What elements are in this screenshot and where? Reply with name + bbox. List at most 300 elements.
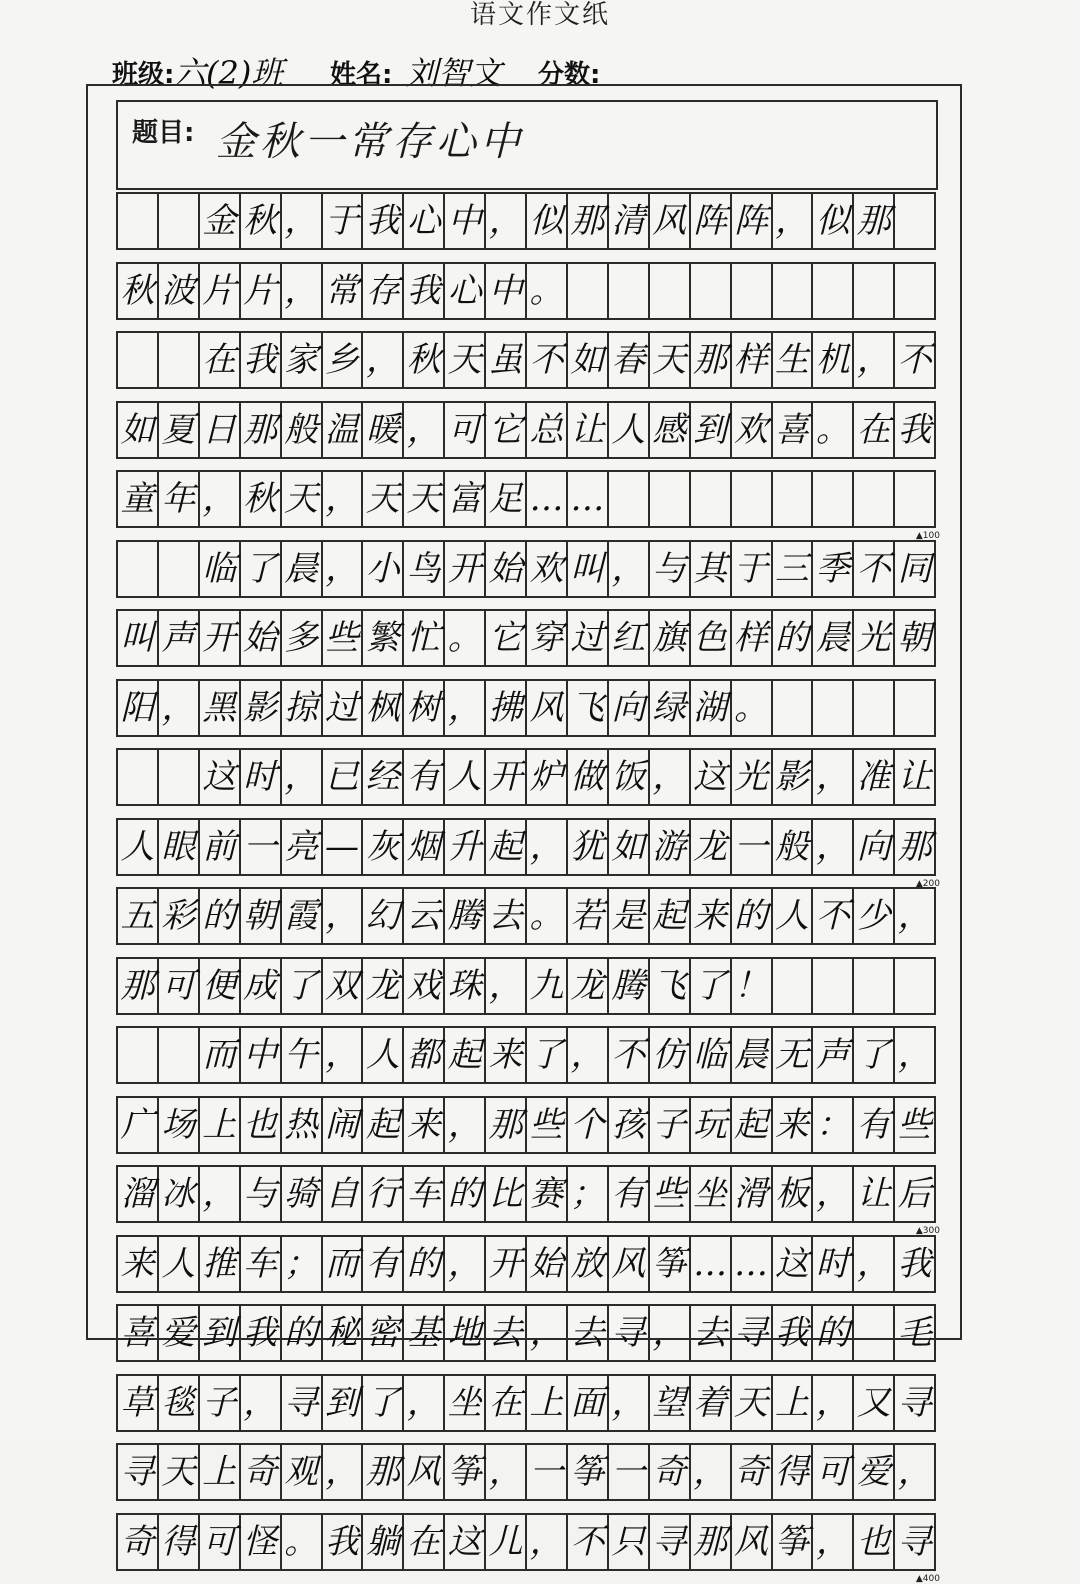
grid-cell: ， — [323, 472, 364, 526]
grid-cell — [895, 194, 936, 248]
grid-cell: 那 — [241, 403, 282, 457]
grid-cell: 天 — [363, 472, 404, 526]
grid-cell: … — [691, 1237, 732, 1291]
grid-cell: 毛 — [895, 1306, 936, 1360]
grid-cell: 我 — [895, 1237, 936, 1291]
grid-cell: 叫 — [118, 611, 159, 665]
grid-cell: 毯 — [159, 1376, 200, 1430]
grid-row — [116, 679, 936, 737]
grid-cell: 多 — [282, 611, 323, 665]
grid-cell: 似 — [813, 194, 854, 248]
grid-cell: 奇 — [732, 1445, 773, 1499]
grid-cell: 午 — [282, 1028, 323, 1082]
grid-cell: 热 — [282, 1098, 323, 1152]
grid-cell — [691, 472, 732, 526]
grid-cell: ， — [609, 542, 650, 596]
grid-cell: 只 — [609, 1515, 650, 1569]
grid-cell — [118, 333, 159, 387]
grid-cell: 叫 — [568, 542, 609, 596]
grid-cell: 游 — [650, 820, 691, 874]
grid-cell: 去 — [691, 1306, 732, 1360]
grid-cell: 躺 — [363, 1515, 404, 1569]
grid-cell: 不 — [609, 1028, 650, 1082]
grid-cell: 忙 — [404, 611, 445, 665]
grid-cell: 有 — [609, 1167, 650, 1221]
grid-cell: 开 — [486, 750, 527, 804]
grid-cell: ， — [282, 264, 323, 318]
grid-cell: 可 — [159, 959, 200, 1013]
grid-cell — [159, 1028, 200, 1082]
grid-row — [116, 1513, 940, 1584]
grid-cell: 那 — [691, 1515, 732, 1569]
writing-grid — [116, 192, 940, 1584]
grid-cell: 少 — [854, 889, 895, 943]
grid-cell: 一 — [609, 1445, 650, 1499]
grid-cell: 开 — [200, 611, 241, 665]
grid-cell: ， — [323, 542, 364, 596]
grid-cell: 掠 — [282, 681, 323, 735]
grid-cell: 奇 — [241, 1445, 282, 1499]
grid-cell: 骑 — [282, 1167, 323, 1221]
grid-cell: ， — [650, 750, 691, 804]
grid-cell: 总 — [527, 403, 568, 457]
grid-row — [116, 192, 936, 250]
grid-cell: 一 — [732, 820, 773, 874]
grid-cell: 炉 — [527, 750, 568, 804]
grid-cell: ， — [445, 1098, 486, 1152]
grid-row — [116, 1165, 940, 1236]
grid-cell: 始 — [241, 611, 282, 665]
grid-cell: ， — [813, 820, 854, 874]
grid-cell: ， — [445, 681, 486, 735]
grid-cell: 腾 — [609, 959, 650, 1013]
grid-cell — [118, 194, 159, 248]
grid-cell: 向 — [609, 681, 650, 735]
grid-cell: 欢 — [732, 403, 773, 457]
class-label: 班级: — [112, 60, 175, 90]
grid-cell: 的 — [200, 889, 241, 943]
grid-cell: 龙 — [363, 959, 404, 1013]
grid-cell: 年 — [159, 472, 200, 526]
grid-cell: 子 — [200, 1376, 241, 1430]
grid-cell: 面 — [568, 1376, 609, 1430]
grid-cell: 朝 — [895, 611, 936, 665]
grid-cell: 。 — [445, 611, 486, 665]
word-count-marker: ▲400 — [915, 1573, 940, 1584]
grid-cell: — — [323, 820, 364, 874]
grid-cell: 虽 — [486, 333, 527, 387]
grid-cell: 似 — [527, 194, 568, 248]
grid-cell: 亮 — [282, 820, 323, 874]
grid-cell: 。 — [813, 403, 854, 457]
grid-cell: 人 — [609, 403, 650, 457]
grid-cell: 云 — [404, 889, 445, 943]
grid-cell: 心 — [404, 194, 445, 248]
grid-cell: 人 — [159, 1237, 200, 1291]
grid-cell — [650, 264, 691, 318]
grid-cell: ， — [895, 889, 936, 943]
grid-cell: 寻 — [118, 1445, 159, 1499]
grid-cell: 那 — [118, 959, 159, 1013]
grid-cell: 寻 — [282, 1376, 323, 1430]
grid-cell: 中 — [486, 264, 527, 318]
grid-cell: 样 — [732, 611, 773, 665]
grid-cell: 仿 — [650, 1028, 691, 1082]
grid-cell: 饭 — [609, 750, 650, 804]
grid-cell — [895, 681, 936, 735]
grid-cell: 波 — [159, 264, 200, 318]
grid-cell: ， — [323, 1445, 364, 1499]
grid-cell: ， — [159, 681, 200, 735]
grid-cell: 喜 — [773, 403, 814, 457]
grid-row — [116, 262, 936, 320]
grid-cell: 又 — [854, 1376, 895, 1430]
grid-cell — [159, 542, 200, 596]
grid-cell: 我 — [241, 333, 282, 387]
grid-cell: 拂 — [486, 681, 527, 735]
grid-cell: 天 — [404, 472, 445, 526]
grid-cell — [609, 472, 650, 526]
grid-cell — [118, 750, 159, 804]
grid-cell: 秘 — [323, 1306, 364, 1360]
grid-cell: ， — [527, 1306, 568, 1360]
grid-cell: 而 — [200, 1028, 241, 1082]
grid-cell: 冰 — [159, 1167, 200, 1221]
grid-cell: 前 — [200, 820, 241, 874]
grid-cell: 一 — [527, 1445, 568, 1499]
grid-cell — [732, 472, 773, 526]
grid-cell: 朝 — [241, 889, 282, 943]
grid-cell: 晨 — [732, 1028, 773, 1082]
grid-cell: 感 — [650, 403, 691, 457]
grid-cell — [773, 472, 814, 526]
grid-cell: 广 — [118, 1098, 159, 1152]
grid-row — [116, 401, 936, 459]
grid-cell: 可 — [813, 1445, 854, 1499]
grid-cell: 温 — [323, 403, 364, 457]
grid-cell: 那 — [568, 194, 609, 248]
grid-cell: 乡 — [323, 333, 364, 387]
grid-row — [116, 818, 940, 889]
grid-cell — [691, 264, 732, 318]
grid-cell — [159, 194, 200, 248]
grid-cell — [854, 959, 895, 1013]
grid-cell: 红 — [609, 611, 650, 665]
essay-title: 金秋一常存心中 — [216, 119, 524, 165]
grid-cell: 些 — [323, 611, 364, 665]
grid-cell: ， — [282, 194, 323, 248]
grid-cell: 它 — [486, 611, 527, 665]
grid-cell: ， — [486, 959, 527, 1013]
name-value: 刘智文 — [406, 54, 503, 92]
grid-cell: 了 — [527, 1028, 568, 1082]
grid-cell: 珠 — [445, 959, 486, 1013]
grid-cell: 个 — [568, 1098, 609, 1152]
grid-cell: 始 — [486, 542, 527, 596]
word-count-marker: ▲300 — [915, 1226, 940, 1236]
grid-cell: 开 — [486, 1237, 527, 1291]
grid-cell: 风 — [527, 681, 568, 735]
grid-cell: 我 — [241, 1306, 282, 1360]
grid-cell: 上 — [200, 1445, 241, 1499]
grid-cell: ， — [813, 1376, 854, 1430]
grid-row — [116, 1304, 936, 1362]
grid-cell: 心 — [445, 264, 486, 318]
grid-cell — [159, 750, 200, 804]
grid-cell: 不 — [895, 333, 936, 387]
grid-cell: 的 — [732, 889, 773, 943]
grid-cell: ， — [323, 889, 364, 943]
paper-title: 语文作文纸 — [469, 0, 610, 30]
grid-cell: 在 — [854, 403, 895, 457]
grid-cell: 时 — [813, 1237, 854, 1291]
grid-cell: 的 — [282, 1306, 323, 1360]
grid-cell: 有 — [404, 750, 445, 804]
grid-cell: ， — [773, 194, 814, 248]
grid-cell: 推 — [200, 1237, 241, 1291]
grid-cell: 无 — [773, 1028, 814, 1082]
grid-cell: 而 — [323, 1237, 364, 1291]
grid-cell: 上 — [527, 1376, 568, 1430]
grid-cell: 到 — [200, 1306, 241, 1360]
grid-cell: 一 — [241, 820, 282, 874]
grid-cell: 草 — [118, 1376, 159, 1430]
grid-row — [116, 1235, 936, 1293]
grid-row — [116, 1096, 936, 1154]
grid-cell: 。 — [527, 264, 568, 318]
grid-cell: 了 — [854, 1028, 895, 1082]
grid-cell: ， — [486, 194, 527, 248]
grid-cell: 板 — [773, 1167, 814, 1221]
grid-cell: 些 — [650, 1167, 691, 1221]
grid-cell: 溜 — [118, 1167, 159, 1221]
grid-cell: 家 — [282, 333, 323, 387]
grid-cell: ， — [609, 1376, 650, 1430]
grid-cell: 起 — [732, 1098, 773, 1152]
grid-cell — [813, 681, 854, 735]
grid-cell: 到 — [691, 403, 732, 457]
grid-cell: 时 — [241, 750, 282, 804]
grid-cell: 双 — [323, 959, 364, 1013]
grid-cell: 夏 — [159, 403, 200, 457]
grid-cell: 晨 — [282, 542, 323, 596]
grid-cell: 比 — [486, 1167, 527, 1221]
grid-cell: 于 — [732, 542, 773, 596]
grid-cell: 喜 — [118, 1306, 159, 1360]
grid-row — [116, 887, 936, 945]
grid-cell: 爱 — [854, 1445, 895, 1499]
grid-row — [116, 1026, 936, 1084]
grid-cell: ， — [854, 1237, 895, 1291]
grid-cell — [568, 264, 609, 318]
grid-cell — [854, 1306, 895, 1360]
grid-cell: 中 — [241, 1028, 282, 1082]
grid-cell: 足 — [486, 472, 527, 526]
grid-cell: 车 — [241, 1237, 282, 1291]
grid-cell: 富 — [445, 472, 486, 526]
grid-cell: 繁 — [363, 611, 404, 665]
grid-cell: ， — [527, 820, 568, 874]
grid-cell: 旗 — [650, 611, 691, 665]
grid-cell: 九 — [527, 959, 568, 1013]
grid-cell: 基 — [404, 1306, 445, 1360]
grid-cell: 五 — [118, 889, 159, 943]
grid-cell: 黑 — [200, 681, 241, 735]
grid-cell: 做 — [568, 750, 609, 804]
grid-cell: 坐 — [691, 1167, 732, 1221]
grid-cell — [854, 472, 895, 526]
grid-cell: 阵 — [732, 194, 773, 248]
grid-row — [116, 748, 936, 806]
grid-cell: 临 — [691, 1028, 732, 1082]
grid-cell: ， — [691, 1445, 732, 1499]
grid-cell: 寻 — [895, 1515, 936, 1569]
grid-cell: 了 — [282, 959, 323, 1013]
grid-cell: 烟 — [404, 820, 445, 874]
grid-cell: 金 — [200, 194, 241, 248]
grid-cell: 玩 — [691, 1098, 732, 1152]
grid-cell: 秋 — [241, 194, 282, 248]
grid-cell: 子 — [650, 1098, 691, 1152]
grid-cell: 风 — [650, 194, 691, 248]
grid-cell: 天 — [650, 333, 691, 387]
grid-cell: 筝 — [568, 1445, 609, 1499]
grid-cell: 天 — [159, 1445, 200, 1499]
grid-cell: 些 — [527, 1098, 568, 1152]
grid-cell: 如 — [568, 333, 609, 387]
grid-cell: 后 — [895, 1167, 936, 1221]
grid-cell: 声 — [159, 611, 200, 665]
grid-cell: ， — [486, 1445, 527, 1499]
grid-cell — [118, 542, 159, 596]
grid-cell: 声 — [813, 1028, 854, 1082]
grid-cell: ， — [568, 1028, 609, 1082]
grid-cell: 奇 — [650, 1445, 691, 1499]
grid-cell: 。 — [282, 1515, 323, 1569]
grid-cell: 人 — [773, 889, 814, 943]
grid-cell: ， — [813, 750, 854, 804]
grid-cell — [609, 264, 650, 318]
grid-cell: 去 — [486, 889, 527, 943]
grid-cell: 了 — [241, 542, 282, 596]
grid-cell: 这 — [445, 1515, 486, 1569]
grid-cell: 儿 — [486, 1515, 527, 1569]
grid-cell: ； — [568, 1167, 609, 1221]
grid-cell: ， — [200, 1167, 241, 1221]
grid-cell: 便 — [200, 959, 241, 1013]
grid-cell: 存 — [363, 264, 404, 318]
grid-cell: 起 — [363, 1098, 404, 1152]
grid-cell: 我 — [895, 403, 936, 457]
grid-cell: 与 — [241, 1167, 282, 1221]
grid-cell: 我 — [404, 264, 445, 318]
grid-cell: 让 — [895, 750, 936, 804]
grid-cell: ， — [445, 1237, 486, 1291]
word-count-marker: ▲100 — [915, 531, 940, 541]
grid-cell: 清 — [609, 194, 650, 248]
grid-cell — [854, 264, 895, 318]
grid-cell: 日 — [200, 403, 241, 457]
grid-cell: 上 — [773, 1376, 814, 1430]
grid-cell: 不 — [854, 542, 895, 596]
grid-cell: 眼 — [159, 820, 200, 874]
grid-cell: 秋 — [241, 472, 282, 526]
grid-cell: 它 — [486, 403, 527, 457]
grid-cell: 于 — [323, 194, 364, 248]
grid-cell: 这 — [773, 1237, 814, 1291]
grid-cell: 都 — [404, 1028, 445, 1082]
grid-cell: 阵 — [691, 194, 732, 248]
grid-cell: 我 — [773, 1306, 814, 1360]
grid-cell: 飞 — [568, 681, 609, 735]
grid-cell: 幻 — [363, 889, 404, 943]
grid-cell: 灰 — [363, 820, 404, 874]
grid-row — [116, 609, 936, 667]
grid-cell: 霞 — [282, 889, 323, 943]
grid-cell: 绿 — [650, 681, 691, 735]
grid-cell: 赛 — [527, 1167, 568, 1221]
grid-cell: 三 — [773, 542, 814, 596]
grid-cell — [813, 264, 854, 318]
grid-cell: 始 — [527, 1237, 568, 1291]
grid-cell: 那 — [895, 820, 936, 874]
grid-cell: 光 — [854, 611, 895, 665]
grid-row — [116, 1443, 936, 1501]
grid-cell: 鸟 — [404, 542, 445, 596]
grid-cell: ， — [527, 1515, 568, 1569]
title-box — [116, 100, 938, 190]
grid-cell: 晨 — [813, 611, 854, 665]
grid-cell: 场 — [159, 1098, 200, 1152]
grid-cell: 来 — [691, 889, 732, 943]
grid-cell: 风 — [609, 1237, 650, 1291]
grid-cell: 色 — [691, 611, 732, 665]
grid-cell — [118, 1028, 159, 1082]
grid-cell: 飞 — [650, 959, 691, 1013]
grid-cell: 放 — [568, 1237, 609, 1291]
grid-cell: … — [732, 1237, 773, 1291]
grid-cell: 也 — [854, 1515, 895, 1569]
grid-cell: 寻 — [732, 1306, 773, 1360]
grid-cell: 龙 — [691, 820, 732, 874]
grid-cell: 若 — [568, 889, 609, 943]
grid-row — [116, 540, 936, 598]
grid-cell: 湖 — [691, 681, 732, 735]
grid-cell: 滑 — [732, 1167, 773, 1221]
grid-cell: 春 — [609, 333, 650, 387]
grid-cell: 准 — [854, 750, 895, 804]
grid-cell: 去 — [486, 1306, 527, 1360]
grid-cell: 筝 — [650, 1237, 691, 1291]
grid-cell: 那 — [691, 333, 732, 387]
grid-cell: 去 — [568, 1306, 609, 1360]
grid-cell: 得 — [159, 1515, 200, 1569]
grid-cell: 树 — [404, 681, 445, 735]
grid-cell: 来 — [118, 1237, 159, 1291]
grid-cell: 成 — [241, 959, 282, 1013]
grid-cell: 我 — [323, 1515, 364, 1569]
grid-cell: ， — [282, 750, 323, 804]
grid-cell: 的 — [773, 611, 814, 665]
score-label: 分数: — [538, 60, 601, 90]
grid-cell: 来 — [404, 1098, 445, 1152]
grid-cell: 地 — [445, 1306, 486, 1360]
grid-cell: 着 — [691, 1376, 732, 1430]
grid-cell: 我 — [363, 194, 404, 248]
grid-cell — [895, 264, 936, 318]
grid-cell: 片 — [241, 264, 282, 318]
grid-cell: 风 — [404, 1445, 445, 1499]
